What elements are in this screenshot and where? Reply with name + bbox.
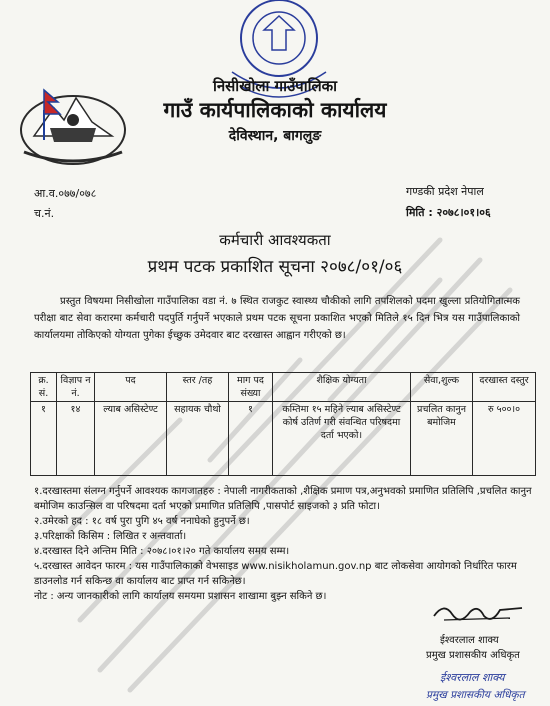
note-more-info: नोट : अन्य जानकारीको लागि कार्यालय समयमा प्रशासन शाखामा बुझ्न सकिने छ। (34, 591, 327, 602)
reference-number: च.नं. (34, 207, 55, 220)
table-row (31, 402, 536, 476)
notice-date: मिति : २०७८।०१।०६ (406, 206, 491, 219)
cell-post: ल्याब असिस्टेण्ट (95, 402, 167, 476)
notice-intro-paragraph: प्रस्तुत विषयमा निसीखोला गाउँपालिका वडा नं. ७ स्थित राजकुट स्वास्थ्य चौकीको लागि तपशिलको पदमा खुल्ला प्रतियोगितात्मक परीक्षा बाट सेवा करारमा कर्मचारी पदपुर्ति गर्नुपर्ने भएकाले प्रथम पटक सूचना प्रकाशित भएको मितिले १५ दिन भित्र यस गाउँपालिकाको कार्यालयमा तोकिएको योग्यता पुगेका ईच्छुक उमेदवार बाट दरखास्त आह्वान गरीएको छ। (34, 296, 520, 341)
cell-ad-no: १४ (57, 402, 95, 476)
cell-count: १ (229, 402, 273, 476)
col-header-ad-no: विज्ञाप न नं. (57, 373, 95, 402)
note-documents: १.दरखास्तमा संलग्न गर्नुपर्ने आवश्यक कागजातहरु : नेपाली नागरीकताको ,शैक्षिक प्रमाण पत्र,अनुभवको प्रमाणित प्रतिलिपि ,प्रचलित कानुन बमोजिम काउन्सिल वा परिषदमा दर्ता भएको प्रमाणित प्रतिलिपि ,पासपोर्ट साइजको ३ प्रति फोटा। (34, 486, 532, 512)
notice-subtitle: प्रथम पटक प्रकाशित सूचना २०७८/०१/०६ (147, 257, 403, 277)
notice-title: कर्मचारी आवश्यकता (219, 231, 331, 249)
cell-service: प्रचलित कानुन बमोजिम (411, 402, 473, 476)
cell-qualification: कम्तिमा १५ महिने ल्याब असिस्टेण्ट कोर्ष उतिर्ण गरी संवन्धित परिषदमा दर्ता भएको। (273, 402, 411, 476)
office-name: गाउँ कार्यपालिकाको कार्यालय (163, 98, 387, 122)
stamp-signatory-name: ईश्वरलाल शाक्य (440, 671, 505, 684)
municipality-name: निसीखोला गाउँपालिका (212, 77, 338, 95)
cell-level: सहायक चौथो (167, 402, 229, 476)
col-header-count: माग पद संख्या (229, 373, 273, 402)
notes-section (34, 484, 534, 604)
signatory-name: ईश्वरलाल शाक्य (440, 635, 499, 646)
office-location: देविस्थान, बागलुङ (228, 128, 322, 144)
stamp-signatory-title: प्रमुख प्रशासकीय अधिकृत (426, 689, 525, 701)
col-header-fee: दरखास्त दस्तुर (473, 373, 536, 402)
fiscal-year: आ.व.०७७/०७८ (34, 187, 97, 200)
note-deadline: ४.दरखास्त दिने अन्तिम मिति : २०७८।०१।२० गते कार्यालय समय सम्म। (34, 546, 290, 557)
vacancy-table (30, 372, 536, 476)
col-header-level: स्तर /तह (167, 373, 229, 402)
col-header-qualification: शैक्षिक योग्यता (273, 373, 411, 402)
note-age-limit: २.उमेरको हद : १८ वर्ष पुरा पुगि ४५ वर्ष ननाघेको हुनुपर्ने छ। (34, 516, 250, 527)
cell-fee: रु ५००।० (473, 402, 536, 476)
handwritten-signature (430, 598, 526, 628)
table-header-row (31, 373, 536, 402)
col-header-post: पद (95, 373, 167, 402)
col-header-service: सेवा,शुल्क (411, 373, 473, 402)
cell-sn: १ (31, 402, 57, 476)
note-application-form: ५.दरखास्त आवेदन फारम : यस गाउँपालिकाको वेभसाइड www.nisikholamun.gov.np बाट लोकसेवा आयोगको निर्धारित फारम डाउनलोड गर्न सकिन्छ वा कार्यालय बाट प्राप्त गर्न सकिनेछ। (34, 561, 517, 587)
signatory-title: प्रमुख प्रशासकीय अधिकृत (426, 650, 520, 661)
note-exam-type: ३.परिक्षाको किसिम : लिखित र अन्तवार्ता। (34, 531, 187, 542)
col-header-sn: क्र. सं. (31, 373, 57, 402)
province-name: गण्डकी प्रदेश नेपाल (406, 185, 484, 198)
